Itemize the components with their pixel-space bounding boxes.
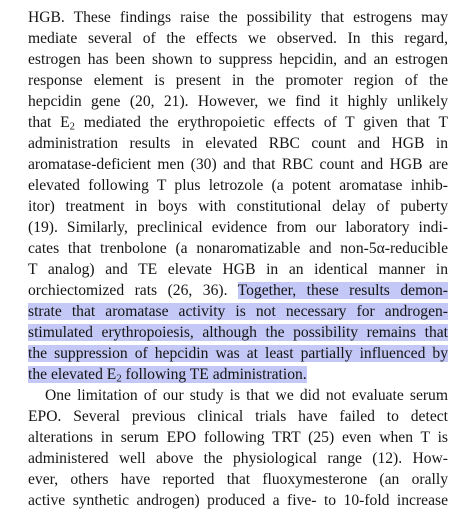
text-segment: aromatase-deficient men (30) and that RBC count and HGB are [28, 156, 448, 173]
highlighted-text: the suppression of hepcidin was at least partially influenced by [28, 345, 448, 362]
text-segment: administered well above the physiological range (12). How- [28, 450, 448, 467]
text-segment: following TE administration. [121, 366, 307, 383]
highlighted-text: Together, these results demon- [237, 282, 448, 299]
text-segment: mediated the erythropoietic effects of T given that T [74, 114, 448, 131]
text-line [28, 427, 448, 448]
text-segment: mediate several of the effects we observed. In this regard, [28, 30, 448, 47]
text-line [28, 28, 448, 49]
text-segment: response element is present in the promoter region of the [28, 72, 448, 89]
text-segment: One limitation of our study is that we did not evaluate serum [45, 387, 448, 404]
text-line [28, 196, 448, 217]
text-line [28, 70, 448, 91]
text-segment: itor) treatment in boys with constitutional delay of puberty [28, 198, 448, 215]
text-line [28, 217, 448, 238]
text-segment: ever, others have reported that fluoxymesterone (an orally [28, 471, 448, 488]
text-line [28, 322, 448, 343]
text-segment: elevated following T plus letrozole (a potent aromatase inhib- [28, 177, 448, 194]
text-line [28, 280, 448, 301]
subscript: 2 [69, 121, 75, 133]
highlighted-text: stimulated erythropoiesis, although the possibility remains that [28, 324, 448, 341]
text-segment: cates that trenbolone (a nonaromatizable and non-5α-reducible [28, 240, 448, 257]
text-segment: orchiectomized rats (26, 36). [28, 282, 238, 299]
text-line [28, 343, 448, 364]
text-line [28, 112, 448, 133]
text-segment: alterations in serum EPO following TRT (25) even when T is [28, 429, 448, 446]
highlighted-text: strate that aromatase activity is not necessary for androgen- [28, 303, 448, 320]
text-line [28, 469, 448, 490]
text-line [28, 301, 448, 322]
text-segment: administration results in elevated RBC count and HGB in [28, 135, 448, 152]
text-line [28, 7, 448, 28]
text-line [28, 364, 448, 385]
text-line [28, 133, 448, 154]
text-line [28, 49, 448, 70]
text-segment: hepcidin gene (20, 21). However, we find it highly unlikely [28, 93, 448, 110]
text-segment: the elevated E [28, 366, 117, 383]
text-segment: (19). Similarly, preclinical evidence from our laboratory indi- [28, 219, 448, 236]
text-segment: T analog) and TE elevate HGB in an identical manner in [28, 261, 448, 278]
text-line [28, 154, 448, 175]
text-line [28, 490, 448, 511]
text-segment: that E [28, 114, 70, 131]
text-segment: active synthetic androgen) produced a five- to 10-fold increase [28, 492, 448, 509]
text-line [28, 175, 448, 196]
text-line [28, 406, 448, 427]
highlighted-text [28, 366, 307, 383]
text-line [28, 259, 448, 280]
text-line [28, 91, 448, 112]
text-line [45, 385, 448, 406]
text-segment: EPO. Several previous clinical trials have failed to detect [28, 408, 448, 425]
text-segment: estrogen has been shown to suppress hepcidin, and an estrogen [28, 51, 448, 68]
subscript: 2 [116, 373, 122, 385]
text-segment: HGB. These findings raise the possibility that estrogens may [28, 9, 448, 26]
text-line [28, 238, 448, 259]
text-line [28, 448, 448, 469]
